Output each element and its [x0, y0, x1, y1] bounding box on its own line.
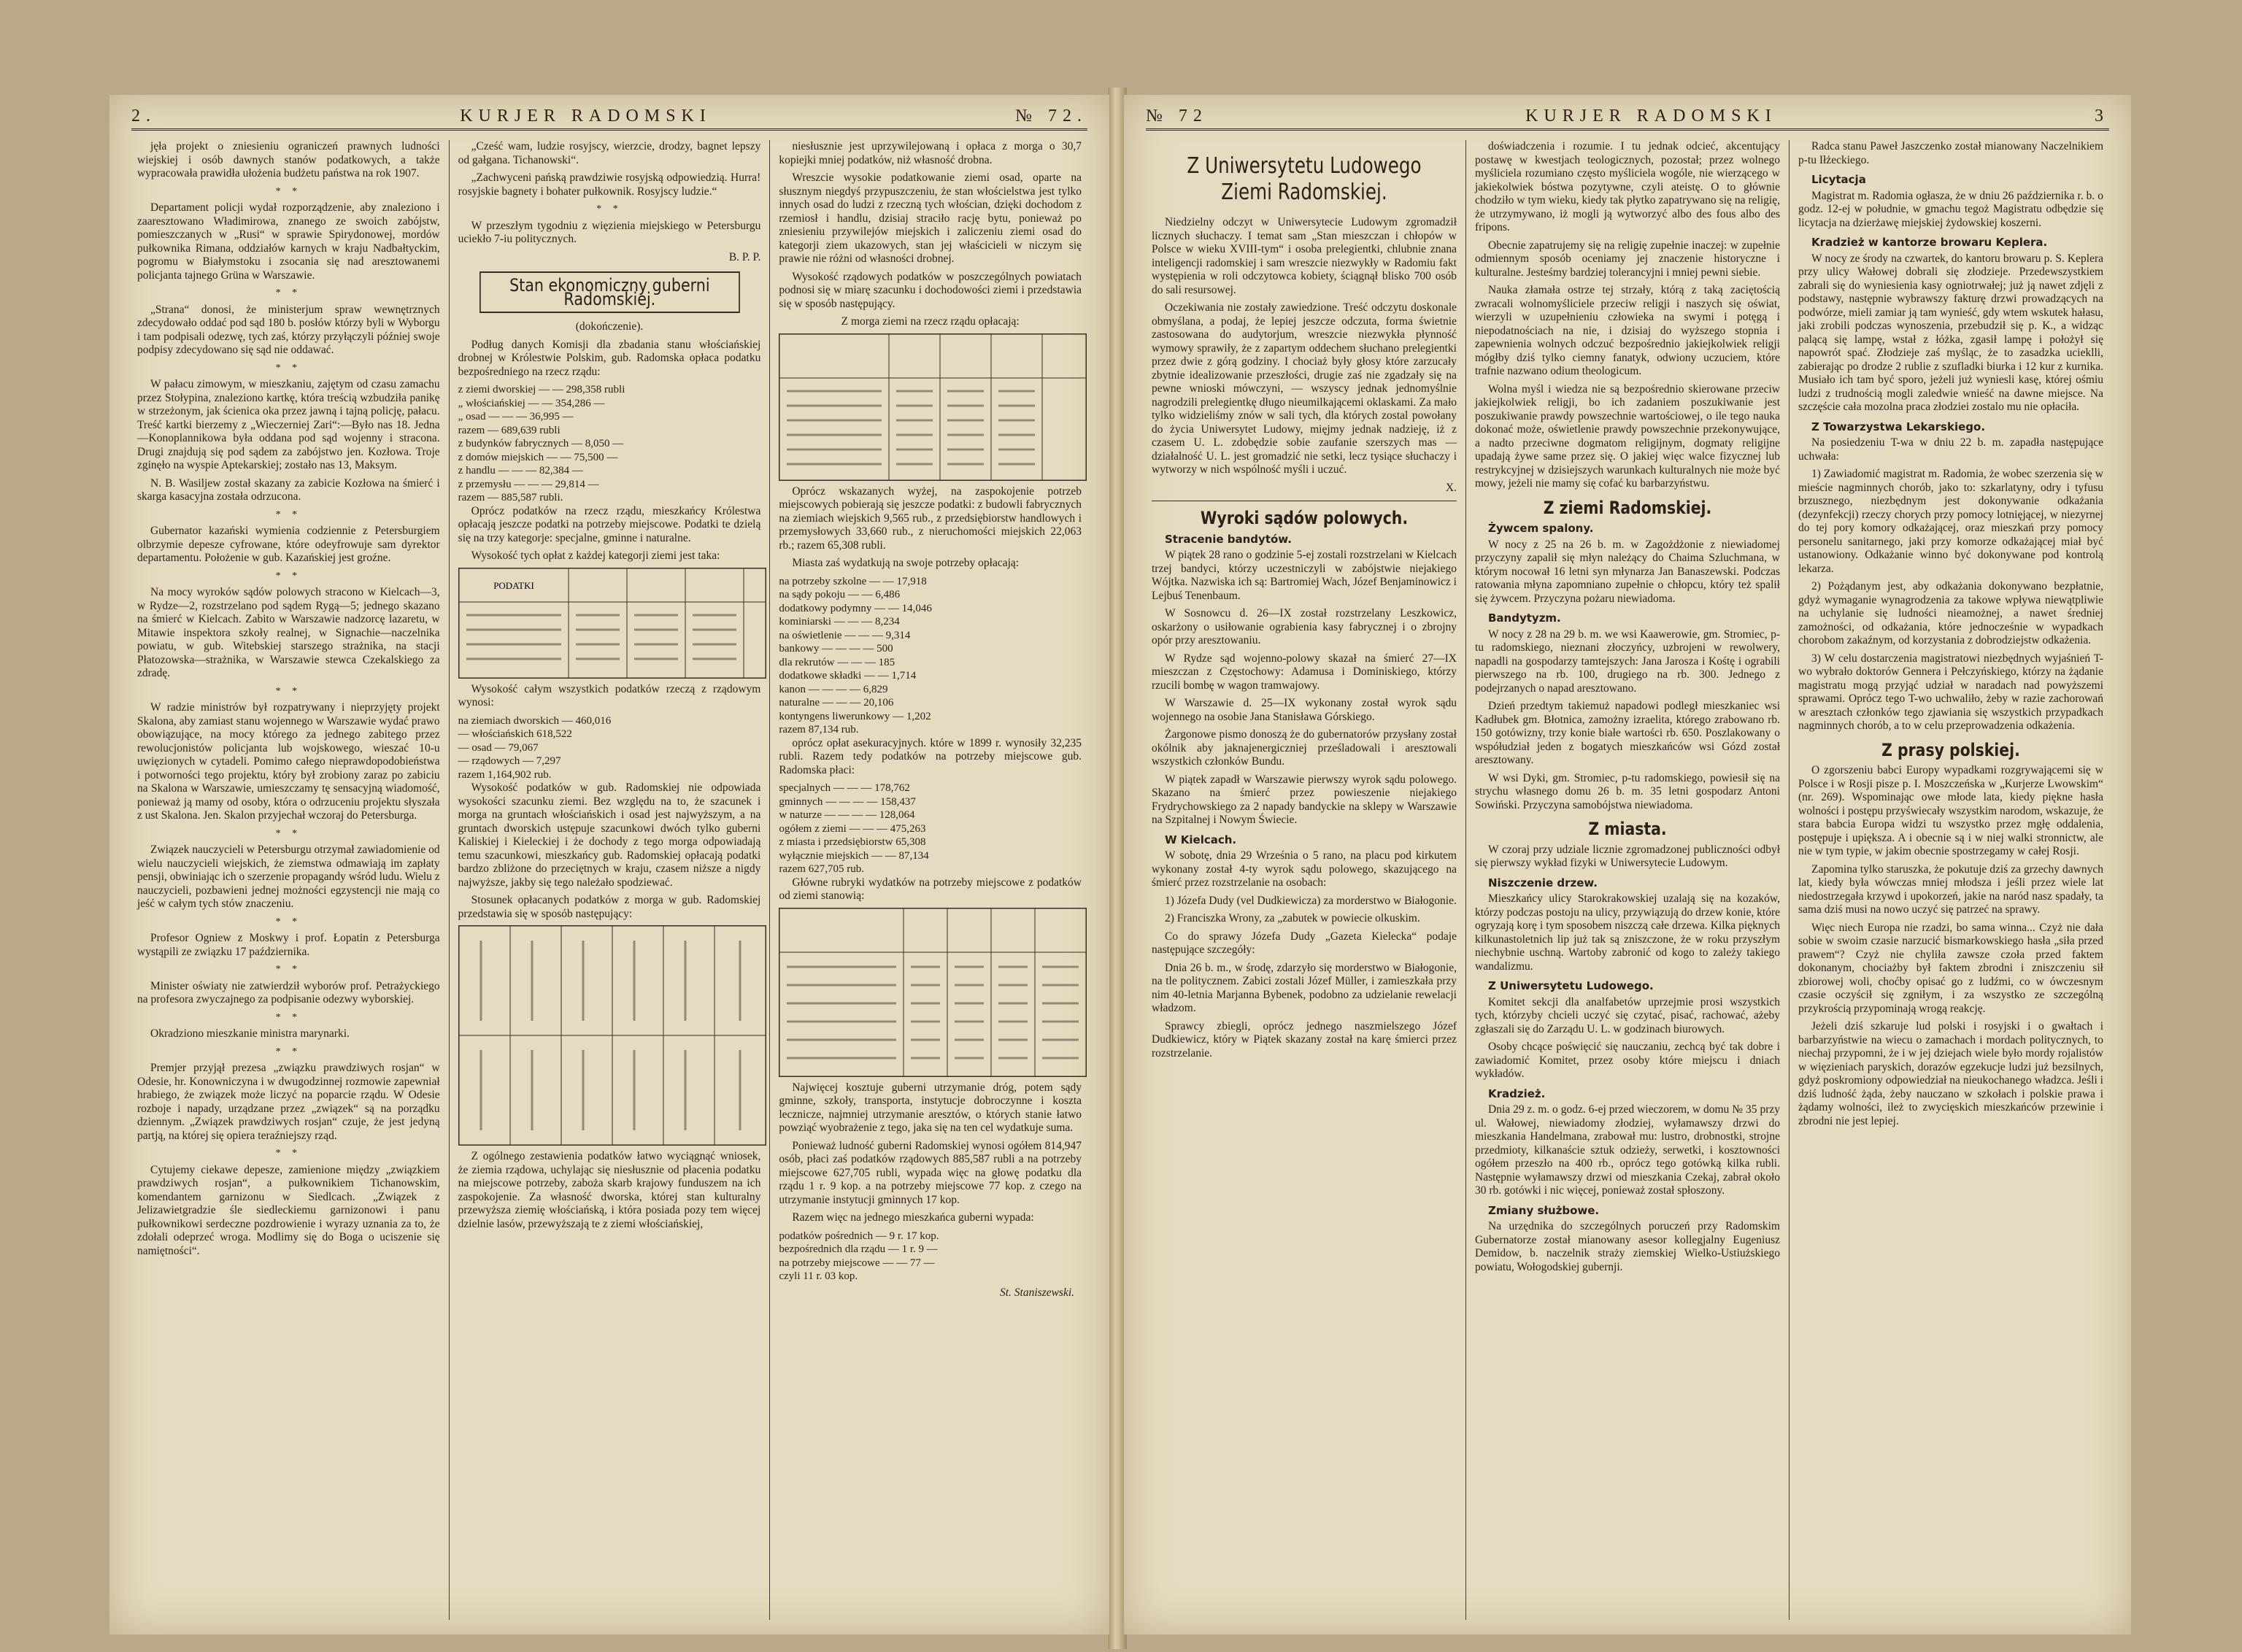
article-paragraph: 3) W celu dostarczenia magistratowi niezbędnych wyjaśnień T-wo wybrało doktorów Gennera i Pełczyńskiego, którzy na żądanie magistratu mogą przyjąć udział w naradach nad powyższemi sprawami. Oprócz tego T-wo uchwaliło, żeby w razie zachorowań w aresztach członków tego zjawiania się wszystkich przypadkach nagminnych chorób, a to w celu przeprowadzenia odkażenia. [1798, 652, 2103, 732]
budget-line: — osad — 79,067 [458, 741, 539, 754]
byline: X. [1445, 481, 1457, 494]
article-paragraph: Nauka złamała ostrze tej strzały, którą z taką zaciętością zwracali wolnomyśliciele przeciw religji i naszych się oświat, wierzyli w uzupełnieniu człowieka na swymi i potęgą i niepodatnościach na nie, i dzisiaj do wyższego stopnia i zapewnienia wolnych odczuć bezpośrednio jakiejkolwiek religji mógłby dziś tylko ciemny fanatyk, odwiony uczuciem, które trafnie nazwano odium theologicum. [1475, 284, 1780, 377]
subheading: Zmiany służbowe. [1488, 1203, 1600, 1217]
subheading: Z Towarzystwa Lekarskiego. [1811, 420, 1986, 433]
left-page-header [131, 104, 1087, 131]
article-paragraph: W nocy z 28 na 29 b. m. we wsi Kaawerowie, gm. Stromiec, p-tu radomskiego, nieznani złoczyńcy, uzbrojeni w rewolwery, napadli na gospodarzy tamtejszych: Jana Jarosza i Kośtę i ograbili pierwszego na rb. 100, drugiego na rb. 300. Jednego z podejrzanych o napad aresztowano. [1475, 628, 1780, 695]
left-page [109, 95, 1109, 1634]
masthead: KURJER RADOMSKI [460, 106, 712, 126]
article-paragraph: Wreszcie wysokie podatkowanie ziemi osad, oparte na słusznym niegdyś przypuszczeniu, że stan włościelstwa jest tylko innych osad do ludzi z rzeczną tych włościan, dzięki dochodom z rzemiosł i handlu, dzisiaj straciło rację bytu, ponieważ po zniesieniu przywilejów miejskich i zaliczeniu ziemi osad do kategorji ziem ukazowych, stan jej właścicieli w niczym się prawie nie różni od własności drobnej. [779, 171, 1082, 265]
budget-line: bankowy — — — — 500 [779, 643, 893, 655]
rotated-table-figure [458, 925, 766, 1146]
article-paragraph: oprócz opłat asekuracyjnych. które w 1899 r. wynosiły 32,235 rubli. Razem tedy podatków na potrzeby miejscowe gub. Radomska płaci: [779, 736, 1082, 776]
separator: * * [275, 1148, 302, 1159]
budget-line: kominiarski — — — 8,234 [779, 616, 900, 628]
budget-line: kanon — — — — 6,829 [779, 683, 888, 695]
article-paragraph: 2) Pożądanym jest, aby odkażania dokonywano bezpłatnie, gdyż wymaganie wynagrodzenia za takowe wpływa niewątpliwie na uchylanie się ludności nieamożnej, a nawet średniej zamożności, od odkażania, które jednocześnie w wypadkach chorobom zakaźnym, od korzystania z dobrodziejstw odkażenia. [1798, 580, 2103, 646]
article-paragraph: Premjer przyjął prezesa „związku prawdziwych rosjan“ w Odesie, hr. Konowniczyna i w dwugodzinnej rozmowie zapewniał hrabiego, że związek może liczyć na poparcie rządu. W Odesie rozboje i napady, urządzane przez „związek“ są na porządku dziennym. „Związek prawdziwych rosjan“ czuje, że jest jedyną partją, na której się opiera teraźniejszy rząd. [137, 1062, 440, 1142]
subheading: W Kielcach. [1165, 833, 1237, 846]
budget-line: bezpośrednich dla rządu — 1 r. 9 — [779, 1243, 938, 1255]
article-paragraph: Minister oświaty nie zatwierdził wyborów prof. Petrażyckiego na profesora zwyczajnego za podpisanie odezwy wyborskiej. [137, 979, 440, 1006]
budget-line: gminnych — — — — 158,437 [779, 795, 916, 808]
article-paragraph: Jeżeli dziś szkaruje lud polski i rosyjski i o gwałtach i barbarzyństwie na wiecu o zamachach i mordach politycznych, to niechaj przypomni, że i w jej dziejach wiele było mordy rojalistów w więzieniach paryskich, dorazów egzekucje ludzi już bezsilnych, gdyż poskromiony odpowiedział na nieukochanego władzca. Jeśli i dziś ludność żąda, żeby nauczano w szkołach i polskie prawa i żądamy wolności, ileż to zwycięskich mieszkańców przewinie i zbrodni nie jest lepiej. [1798, 1020, 2103, 1127]
budget-line: z handlu — — — 82,384 — [458, 465, 583, 476]
page-number: 3 [2094, 106, 2109, 126]
article-paragraph: Co do sprawy Józefa Dudy „Gazeta Kielecka“ podaje następujące szczegóły: [1152, 930, 1457, 956]
article-paragraph: „Cześć wam, ludzie rosyjscy, wierzcie, drodzy, bagnet lepszy od gałgana. Tichanowski“. [458, 140, 761, 166]
subheading: Z Uniwersytetu Ludowego. [1488, 979, 1654, 992]
article-paragraph: W pałacu zimowym, w mieszkaniu, zajętym od czasu zamachu przez Stołypina, znaleziono kartkę, która treścią wzbudziła panikę w strzeżonym, jak ścienica oka przez jawną i tajną policję, pałacu. Treść kartki bierzemy z „Wieczerniej Zari“:—Było nas 18. Jedna—Konoplannikowa była oddana pod sąd wojenny i stracona. Drugi znajdują się pod sądem za zabójstwo jen. Kozłowa. Troje zginęło na wyspie Aptekarskiej; zostało nas 13, Maksym. [137, 378, 440, 471]
article-paragraph: Wolna myśl i wiedza nie są bezpośrednio skierowane przeciw jakiejkolwiek religji, bo ich zadaniem poszukiwanie jest poszukiwanie prawdy powszechnie wartościowej, o ile tego nauka dokonać może, oświetlenie prawdy powszechnie przekonywujące, a nadto przeciwne dogmatom religijnym, dogmaty religijne upadają żywe same przez się. O jakiej więc walce fizycznej lub restrykcyjnej w dzisiejszych warunkach kulturalnych nie może być mowy, jeżeli nie mamy się cofać ku barbarzyństwu. [1475, 382, 1780, 490]
budget-line: razem — 689,639 rubli [458, 424, 560, 436]
article-paragraph: N. B. Wasiljew został skazany za zabicie Kozłowa na śmierć i skarga kasacyjna została odrzucona. [137, 476, 440, 503]
article-paragraph: W Warszawie d. 25—IX wykonany został wyrok sądu wojennego na osobie Jana Stanisława Górskiego. [1152, 697, 1457, 723]
article-paragraph: W piątek zapadł w Warszawie pierwszy wyrok sądu polowego. Skazano na śmierć przez powieszenie niejakiego Frydrychowskiego za 2 napady bandyckie na sklepy w Warszawie na Szpitalnej i Nowym Świecie. [1152, 773, 1457, 826]
budget-line: na potrzeby miejscowe — — 77 — [779, 1257, 935, 1269]
separator: * * [596, 204, 623, 215]
budget-line: na ziemiach dworskich — 460,016 [458, 714, 612, 727]
budget-line: czyli 11 r. 03 kop. [779, 1270, 858, 1282]
article-paragraph: Główne rubryki wydatków na potrzeby miejscowe z podatków od ziemi stanowią: [779, 876, 1082, 902]
byline: B. P. P. [728, 250, 761, 263]
separator: * * [275, 964, 302, 975]
article-paragraph: jęła projekt o zniesieniu ograniczeń prawnych ludności wiejskiej i osób dawnych stanów podatkowych, a także wypracowała prawidła ułożenia budżetu państwa na rok 1907. [137, 140, 440, 180]
subheading: Żywcem spalony. [1488, 522, 1594, 535]
budget-line: naturalne — — — 20,106 [779, 697, 894, 709]
article-paragraph: Wysokość całym wszystkich podatków rzeczą z rządowym wynosi: [458, 682, 761, 709]
article-paragraph: W nocy ze środy na czwartek, do kantoru browaru p. S. Keplera przy ulicy Wałowej dobrali się złodzieje. Przedewszystkiem zabrali się do wyniesienia kasy ogniotrwałej; już ją nawet zdjęli z podstawy, następnie wybrawszy fakturę drzwi prowadzących na podwórze, mieli zamiar ją tam wynieść, gdy wtem wskutek hałasu, jaki zrobili podczas wynoszenia, przebudził się p. K., a widząc palącą się lampę, wstał z łóżka, zgasił lampę i położył się napowrót spać. Złodzieje zaś myśląc, że to zasadzka ucieklli, zabierając po drodze 2 rublie z szufladki biurka i 12 kur z kurnika. Musiało ich tam być sporo, jeżeli już wyniesli kasę, której ośmiu ludzi z trudnością mogli zaledwie wnieść na dawne miejsce. Na szczęście cała mozolna praca złodziei zostalo mu nie opłaciła. [1798, 252, 2103, 413]
article-paragraph: Razem więc na jednego mieszkańca guberni wypada: [792, 1211, 1034, 1224]
article-paragraph: „Zachwyceni pańską prawdziwie rosyjską odpowiedzią. Hurra! rosyjskie bagnety i bohater pułkownik. Rosyjscy ludzie.“ [458, 171, 761, 198]
subheading: Kradzież w kantorze browaru Keplera. [1811, 236, 2048, 249]
issue-number: № 72. [1015, 106, 1087, 126]
article-paragraph: Niedzielny odczyt w Uniwersytecie Ludowym zgromadził licznych słuchaczy. I temat sam „Stan mieszczan i chłopów w Polsce w wieku XVIII-tym“ i osoba prelegientki, chlubnie znana inteligencji radomskiej i sam wreszcie niezwykły w Radomiu fakt występienia w roli odczytowca kobiety, ściągnął blisko 700 osób do sali resursowej. [1152, 216, 1457, 296]
budget-line: z budynków fabrycznych — 8,050 — [458, 438, 624, 449]
article-paragraph: „Strana“ donosi, że ministerjum spraw wewnętrznych zdecydowało oddać pod sąd 180 b. posłów którzy byli w Wyborgu i tam podpisali odezwę, tych zaś, którzy przyłączyli później swoje podpisy zdecydowano się sąd nie oddawać. [137, 303, 440, 356]
byline: St. Staniszewski. [999, 1286, 1075, 1299]
left-column-3 [770, 140, 1090, 1620]
article-paragraph: 1) Zawiadomić magistrat m. Radomia, że wobec szerzenia się w mieście nagminnych chorób, jako to: szkarlatyny, odry i tyfusu brzusznego, niezbędnym jest dokonywanie odkażania (dezynfekcji) rzeczy chorych przy pomocy lotnięjącej, w niezyrnej do tej pory komory odkażającej, oraz mieszkań przy pomocy personelu sanitarnego, jaki przy komorze odkażającej miał być ustanowiony. Odkażanie winno być dokonywane pod kontrolą lekarza. [1798, 468, 2103, 575]
right-columns [1143, 140, 2112, 1620]
article-paragraph: W nocy z 25 na 26 b. m. w Zagożdżonie z niewiadomej przyczyny zapalił się młyn należący do Chaima Szluchmana, w którym nocował 16 letni syn młynarza Jan Banaszewski. Podczas ratowania młyna zapomniano zupełnie o chłopcu, który też spalił się żywcem. Przyczyna pożaru niewiadoma. [1475, 538, 1780, 605]
article-paragraph: Oprócz podatków na rzecz rządu, mieszkańcy Królestwa opłacają jeszcze podatki na potrzeby miejscowe. Podatki te dzielą się na trzy kategorje: specjalne, gminne i naturalne. [458, 504, 761, 544]
article-paragraph: Ponieważ ludność guberni Radomskiej wynosi ogółem 814,947 osób, płaci zaś podatków rządowych 885,587 rubli a na potrzeby miejscowe 627,705 rubli, wypada więc na głowę podatku dla rządu 1 r. 9 kop. a na potrzeby miejscowe 77 kop. z czego na utrzymanie instytucji gminnych 17 kop. [779, 1139, 1082, 1206]
article-paragraph: Profesor Ogniew z Moskwy i prof. Łopatin z Petersburga wystąpili ze związku 17 października. [137, 932, 440, 958]
budget-line: „ włościańskiej — — 354,286 — [458, 397, 605, 409]
budget-line: na potrzeby szkolne — — 17,918 [779, 575, 927, 587]
budget-line: razem — 885,587 rubli. [458, 492, 563, 503]
article-paragraph: Radca stanu Paweł Jaszczenko został mianowany Naczelnikiem p-tu Iłżeckiego. [1798, 140, 2103, 166]
section-title: Z miasta. [1588, 819, 1667, 839]
county-tax-table [779, 333, 1087, 481]
article-paragraph: Zapomina tylko staruszka, że pokutuje dziś za grzechy dawnych lat, kiedy była wówczas mniej młodsza i jeśli przez wiele lat niedostrzegała krzywd i upokorzeń, jakie na naród nasz spadały, ta sama dziś musi na nowo uczyć się patrzeć na sprawy. [1798, 862, 2103, 916]
article-paragraph: W Sosnowcu d. 26—IX został rozstrzelany Leszkowicz, oskarżony o usiłowanie ograbienia kasy fabrycznej i o zbrojny opór przy aresztowaniu. [1152, 607, 1457, 646]
article-title: Z Uniwersytetu Ludowego Ziemi Radomskiej. [1187, 153, 1422, 205]
separator: * * [275, 509, 302, 520]
article-paragraph: Wysokość podatków w gub. Radomskiej nie odpowiada wysokości szacunku ziemi. Bez względu na to, że szacunek i morga na gruntach włościańskich i osad jest najwyższym, a na gruntach dworskich ustępuje szacunkowi dwóch tylko guberni Kaliskiej i Kieleckiej i że dochody z tego morga odpowiadają temu szacunkowi, mieszkańcy gub. Radomskiej opłacają podatki bardzo zbliżone do przeciętnych w kraju, czasem niższe a nigdy najwyższe, jakby się tego należało spodziewać. [458, 781, 761, 889]
budget-line: dla rekrutów — — — 185 [779, 656, 895, 668]
article-paragraph: W piątek 28 rano o godzinie 5-ej zostali rozstrzelani w Kielcach trzej bandyci, którzy uczestniczyli w zabójstwie niejakiego Wójtka. Nazwiska ich są: Bartromiej Wach, Józef Benjaminowicz i Lejbuś Tenenbaum. [1152, 549, 1457, 602]
subheading: Niszczenie drzew. [1488, 876, 1598, 889]
table-caption: Z morga ziemi na rzecz rządu opłacają: [841, 315, 1020, 328]
article-paragraph: Na posiedzeniu T-wa w dniu 22 b. m. zapadła następujące uchwała: [1798, 436, 2103, 463]
article-paragraph: niesłusznie jest uprzywilejowaną i opłaca z morga o 30,7 kopiejki mniej podatków, niż własność drobna. [779, 140, 1082, 166]
budget-line: razem 1,164,902 rub. [458, 768, 552, 781]
budget-line: wyłącznie miejskich — — 87,134 [779, 849, 929, 862]
separator: * * [275, 916, 302, 927]
tax-table-figure [458, 568, 766, 679]
separator: * * [275, 1011, 302, 1023]
budget-line: specjalnych — — — 178,762 [779, 782, 910, 794]
budget-line: razem 627,705 rub. [779, 863, 864, 875]
article-paragraph: doświadczenia i rozumie. I tu jednak odcieć, akcentujący postawę w kwestjach teologicznych, pozostał; przez wolnego myśliciela rozumiano często myśliciela wogóle, nie wierzącego w jakiekolwiek bóstwa pozytywne, czyli ateistę. O to głównie chodziło w tym wieku, kiedy tak płytko zapatrywano się na religię, że utrzymywano, iż mogli ją wytworzyć albo des fous albo des fripons. [1475, 140, 1780, 233]
article-paragraph: Żargonowe pismo donoszą że do gubernatorów przysłany został okólnik aby jaknajenergiczniej prześladowali i aresztowali wszystkich członków Bundu. [1152, 728, 1457, 768]
article-paragraph: Okradziono mieszkanie ministra marynarki. [150, 1027, 350, 1040]
budget-line: z ziemi dworskiej — — 298,358 rubli [458, 384, 625, 395]
budget-line: razem 87,134 rub. [779, 724, 859, 736]
budget-line: — rządowych — 7,297 [458, 755, 561, 767]
right-column-3 [1790, 140, 2112, 1620]
article-paragraph: Dnia 26 b. m., w środę, zdarzyło się morderstwo w Białogonie, na tle politycznem. Zabici zostali Józef Müller, i zamieszkała przy nim 40-letnia Marjanna Bybenek, podobno za udzielanie rewelacji władzom. [1152, 961, 1457, 1014]
article-paragraph: Cytujemy ciekawe depesze, zamienione między „związkiem prawdziwych rosjan“, a pułkownikiem Tichanowskim, komendantem garnizonu w Siedlcach. „Związek z Jelizawietgradzie śle siedleckiemu garnizonowi i panu pułkownikowi serdeczne pozdrowienie i wyrazy uznania za to, że zdołali odeprzeć wroga. Modlimy się do Boga o uciszenie się namiętności“. [137, 1163, 440, 1257]
subheading: Kradzież. [1488, 1086, 1546, 1100]
article-paragraph: Dzień przedtym takiemuż napadowi podległ mieszkaniec wsi Kadłubek gm. Błotnica, zamożny izraelita, którego zrabowano rb. 150 gotówizny, trzy konie białe wartości rb. 650. Poszlakowany o współudział jeden z bogatych mieszkańców wsi Gózd został aresztowany. [1475, 700, 1780, 766]
left-column-2 [450, 140, 771, 1620]
budget-line: dodatkowy podymny — — 14,046 [779, 602, 932, 614]
budget-line: z przemysłu — — — 29,814 — [458, 478, 599, 490]
article-paragraph: Na mocy wyroków sądów polowych stracono w Kielcach—3, w Rydze—2, rozstrzelano pod sądem Rygą—5; jednego skazano na śmierć w Kielcach. Zabito w Warszawie nadzorcę lazaretu, w Mitawie inspektora szkoły realnej, w Signachie—naczelnika powiatu, w gub. Witebskiej starszego strażnika, na stacji Płatozowska—strażnika, w Warszawie stewca Czekalskiego za zdradę. [137, 586, 440, 679]
article-paragraph: Oczekiwania nie zostały zawiedzione. Treść odczytu doskonale obmyślana, a podaj, że lepiej jeszcze odczuta, forma świetnie zastosowana do audytorjum, wreszcie niezwykła płynność wymowy sprawiły, że z zapartym oddechem słuchano prelegientki przez dwie z górą godziny. I chociaż były głosy które zarzucały zbytnie idealizowanie przeszłości, drugie zaś nie zgadzały się na pewne wnioski mówczyni, — wszyscy jednak jednomyślnie nagrodzili prelegientkę długo nieumilkającemi oklaskami. Za mało tylko widzieliśmy znów w sali tych, dla których zostal powołany do życia Uniwersytet Ludowy, mięjmy jednak nadzieję, iż z czasem U. L. zdobędzie sobie zaufanie szerszych mas — działalność U. L. jest gromadzić nie setki, lecz tysiące słuchaczy i wytworzy w nich wspólność myśli i uczuć. [1152, 301, 1457, 476]
budget-line: na oświetlenie — — — 9,314 [779, 629, 911, 641]
subheading: Stracenie bandytów. [1165, 532, 1292, 546]
right-column-2 [1466, 140, 1790, 1620]
article-paragraph: Mieszkańcy ulicy Starokrakowskiej uzalają się na kozaków, którzy podczas postoju na ulicy, przywiązują do drzew konie, które ogryzają korę i tym sposobem niszczą całe drzewa. Kilka pięknych kilkunastoletnich lip już tak są zniszczone, że w roku przyszłym niechybnie uschną. Wartoby zabronić od kogo to zależy takiego wandalizmu. [1475, 892, 1780, 973]
budget-line: ogółem z ziemi — — — 475,263 [779, 822, 926, 835]
right-column-1 [1143, 140, 1466, 1620]
article-paragraph: Obecnie zapatrujemy się na religię zupełnie inaczej: w zupełnie odmiennym sposób oceniamy jej znaczenie historyczne i kulturalne. Jesteśmy bardziej tolerancyjni i mniej pewni siebie. [1475, 239, 1780, 279]
budget-line: w naturze — — — — 128,064 [779, 809, 915, 821]
article-paragraph: Więc niech Europa nie rzadzi, bo sama winna... Czyż nie dała sobie w swoim czasie narzucić bismarkowskiego hasła „siła przed prawem“? Czyż nie chyliła zawsze czoła przed faktem dokonanym, chociażby był faktem zbrodni i zniszczeniu sił zbiorowej woli, choćby opisać go z ludźmi, co w ówczesnym czasie oczyścił się zgniłym, i za wszystko ze szczególną przykrością przypominają wrogą reakcję. [1798, 921, 2103, 1015]
article-paragraph: W sobotę, dnia 29 Września o 5 rano, na placu pod kirkutem wykonany został 4-ty wyrok sądu polowego, skazującego na śmierć przez rozstrzelanie na osobach: [1152, 849, 1457, 889]
article-paragraph: Sprawcy zbiegli, oprócz jednego naszmielszego Józef Dudkiewicz, który w Piątek skazany został na karę śmierci przez rozstrzelanie. [1152, 1019, 1457, 1059]
separator: * * [275, 185, 302, 197]
separator: * * [275, 362, 302, 374]
article-paragraph: O zgorszeniu babci Europy wypadkami rozgrywającemi się w Polsce i w Rosji pisze p. I. Moszczeńska w „Kurjerze Lwowskim“ (nr. 269). Wspominając owe młode lata, kiedy piękne hasła wolności i postępu przyświecały wszystkim narodom, wskazuje, że stara babcia Europa widzi tu wszystko przez mgłę oddalenia, postępuje i upiększa. A i obecnie są i w niej walki stronnictw, ale nie w tym typie, w jakim obecnie spostrzegamy w całej Rosji. [1798, 764, 2103, 857]
masthead: KURJER RADOMSKI [1525, 106, 1777, 126]
budget-line: kontyngens liwerunkowy — 1,202 [779, 710, 931, 722]
article-paragraph: Gubernator kazański wymienia codziennie z Petersburgiem olbrzymie depesze cyfrowane, które odeyfrowuje sam dyrektor departamentu. Położenie w gub. Kazańskiej jest groźne. [137, 525, 440, 564]
budget-line: z miasta i przedsiębiorstw 65,308 [779, 836, 926, 848]
article-title: Stan ekonomiczny guberni Radomskiej. [479, 271, 740, 313]
budget-line: — włościańskich 618,522 [458, 728, 572, 740]
article-paragraph: Wysokość tych opłat z każdej kategorji ziemi jest taka: [471, 549, 720, 562]
article-paragraph: Podług danych Komisji dla zbadania stanu włościańskiej drobnej w Królestwie Polskim, gub. Radomska opłaca podatku bezpośredniego na rzecz rządu: [458, 338, 761, 378]
article-paragraph: Najwięcej kosztuje guberni utrzymanie dróg, potem sądy gminne, szkoły, transporta, instytucje dobroczynne i koszta lecznicze, najmniej utrzymanie aresztów, o których stanie łatwo powziąć wyobrażenie z tego, jaka się na ten cel wydatkuje suma. [779, 1081, 1082, 1134]
article-paragraph: Departament policji wydał rozporządzenie, aby znaleziono i zaaresztowano Władimirowa, znanego ze swoich zabójstw, pomieszczanych w „Rusi“ w sprawie Spirydonowej, mordów pułkownika Rimana, oddziałów karnych w kraju Nadbałtyckim, pogromu w Białymstoku i zsocania się nad aresztowanemi policjanta tajnego Grüna w Warszawie. [137, 201, 440, 282]
separator: * * [275, 1046, 302, 1057]
article-paragraph: Związek nauczycieli w Petersburgu otrzymał zawiadomienie od wielu nauczycieli wiejskich, że ziemstwa odmawiają im zapłaty pensji, obwiniając ich o szerzenie propagandy wśród ludu. Wielu z nauczycieli, pozbawieni jednej możności egzystencji nie mają co jeść w całym tych stów znaczeniu. [137, 844, 440, 910]
issue-number: № 72 [1146, 106, 1208, 126]
article-paragraph: Komitet sekcji dla analfabetów uprzejmie prosi wszystkich tych, którzyby chcieli uczyć się czytać, pisać, rachować, ażeby zgłaszali się do Zarządu U. L. w godzinach biurowych. [1475, 995, 1780, 1035]
article-subtitle: (dokończenie). [575, 320, 644, 333]
article-paragraph: 2) Franciszka Wrony, za „zabutek w powiecie olkuskim. [1165, 912, 1420, 925]
article-paragraph: 1) Józefa Dudy (vel Dudkiewicza) za morderstwo w Białogonie. [1165, 894, 1457, 907]
article-paragraph: W Rydze sąd wojenno-polowy skazał na śmierć 27—IX mieszczan z Częstochowy: Adamusa i Dominiskiego, którzy rzucili bombę w wagon tramwajowy. [1152, 652, 1457, 692]
budget-line: „ osad — — — 36,995 — [458, 411, 574, 422]
article-paragraph: W wsi Dyki, gm. Stromiec, p-tu radomskiego, powiesił się na strychu własnego domu 26 b. m. 35 letni gospodarz Antoni Sowiński. Przyczyna samobójstwa niewiadoma. [1475, 771, 1780, 811]
article-paragraph: Z ogólnego zestawienia podatków łatwo wyciągnąć wniosek, że ziemia rządowa, uchylając się niesłusznie od płacenia podatku na miejscowe potrzeby, zaboża skarb krajowy funduszem na ich zaspokojenie. Za własność dworska, której stan kulturalny przewyższa ziemię włościańską, i która posiada pozy tem więcej dzielnie lasów, przewyższają te z ziemi włościańskiej, [458, 1150, 761, 1230]
subheading: Licytacja [1811, 173, 1866, 186]
article-paragraph: W radzie ministrów był rozpatrywany i nieprzyjęty projekt Skalona, aby zamiast stanu wojennego w Warszawie wydać prawo obowiązujące, na mocy którego za jednego zabitego przez rewolucjonistów policjanta lub wojskowego, wieszać 10-u uwięzionych w cytadeli. Pomimo całego nieprawdopodobieństwa i potworności tego projektu, który był zrobiony zaraz po zabiciu na Skalona w Warszawie, umieszczamy tę sensacyjną wiadomość, ponieważ ją mamy od osoby, która o odrzuceniu projektu słyszała z ust Skalona. Jen. Skalon przyjechał wczoraj do Petersburga. [137, 701, 440, 822]
left-columns [128, 140, 1090, 1620]
separator: * * [275, 685, 302, 697]
left-column-1 [128, 140, 450, 1620]
article-paragraph: Oprócz wskazanych wyżej, na zaspokojenie potrzeb miejscowych pobierają się jeszcze podatki: z budowli fabrycznych na ziemiach wiejskich 9,565 rub., z przedsiębiorstw handlowych i przemysłowych 33,660 rub., z nieruchomości miejskich 22,063 rb.; razem 65,308 rubli. [779, 485, 1082, 552]
article-paragraph: Magistrat m. Radomia ogłasza, że w dniu 26 października r. b. o godz. 12-ej w południe, w gmachu tegoż Magistratu odbędzie się licytacja na dzierżawę miejskiej żydowskiej koszerni. [1798, 189, 2103, 229]
budget-line: na sądy pokoju — — 6,486 [779, 589, 901, 601]
separator: * * [275, 287, 302, 298]
page-number: 2. [131, 106, 156, 126]
expenses-table [779, 908, 1087, 1077]
article-paragraph: Osoby chcące poświęcić się nauczaniu, zechcą być tak dobre i zawiadomić Komitet, przez osoby które miejscu i dniach wykładów. [1475, 1041, 1780, 1080]
section-title: Wyroki sądów polowych. [1200, 508, 1409, 528]
article-paragraph: W czoraj przy udziale licznie zgromadzonej publiczności odbył się pierwszy wykład fizyki w Uniwersytecie Ludowym. [1475, 843, 1780, 869]
article-paragraph: Na urzędnika do szczególnych poruczeń przy Radomskim Gubernatorze został mianowany asesor kollegjalny Eugeniusz Demidow, b. naczelnik straży ziemskiej Wielko-Ustiużskiego powiatu, Wołogodskiej gubernji. [1475, 1220, 1780, 1273]
budget-line: z domów miejskich — — 75,500 — [458, 451, 618, 463]
right-page [1124, 95, 2131, 1634]
subheading: Bandytyzm. [1488, 611, 1561, 625]
section-title: Z prasy polskiej. [1881, 739, 2020, 760]
article-paragraph: Miasta zaś wydatkują na swoje potrzeby opłacają: [792, 557, 1020, 569]
section-title: Z ziemi Radomskiej. [1543, 497, 1712, 518]
budget-line: podatków pośrednich — 9 r. 17 kop. [779, 1230, 939, 1242]
article-paragraph: W przeszłym tygodniu z więzienia miejskiego w Petersburgu uciekło 7-iu politycznych. [458, 219, 761, 245]
table-header: PODATKI [493, 579, 534, 591]
right-page-header [1146, 104, 2109, 131]
separator: * * [275, 827, 302, 839]
article-paragraph: Wysokość rządowych podatków w poszczególnych powiatach podnosi się w miarę szacunku i dochodowości ziemi i przedstawia się w sposób następujący. [779, 270, 1082, 310]
separator: * * [275, 570, 302, 582]
budget-line: dodatkowe składki — — 1,714 [779, 670, 917, 682]
article-paragraph: Dnia 29 z. m. o godz. 6-ej przed wieczorem, w domu № 35 przy ul. Wałowej, niewiadomy złodziej, wyłamawszy drzwi do mieszkania Handelmana, zrabował mu: lustro, drobnostki, strojne przedmioty, kilkanaście sztuk odzieży, serwetki, i kosztowności ogółem przeszło na 400 rb., oprócz tego gotówką kilka rubli. Następnie wyłamawszy drzwi od mieszkania Czekaj, zabrał około 30 rb. gotówki i nic więcej, ponieważ został spłoszony. [1475, 1103, 1780, 1197]
article-paragraph: Stosunek opłacanych podatków z morga w gub. Radomskiej przedstawia się w sposób następujący: [458, 894, 761, 920]
